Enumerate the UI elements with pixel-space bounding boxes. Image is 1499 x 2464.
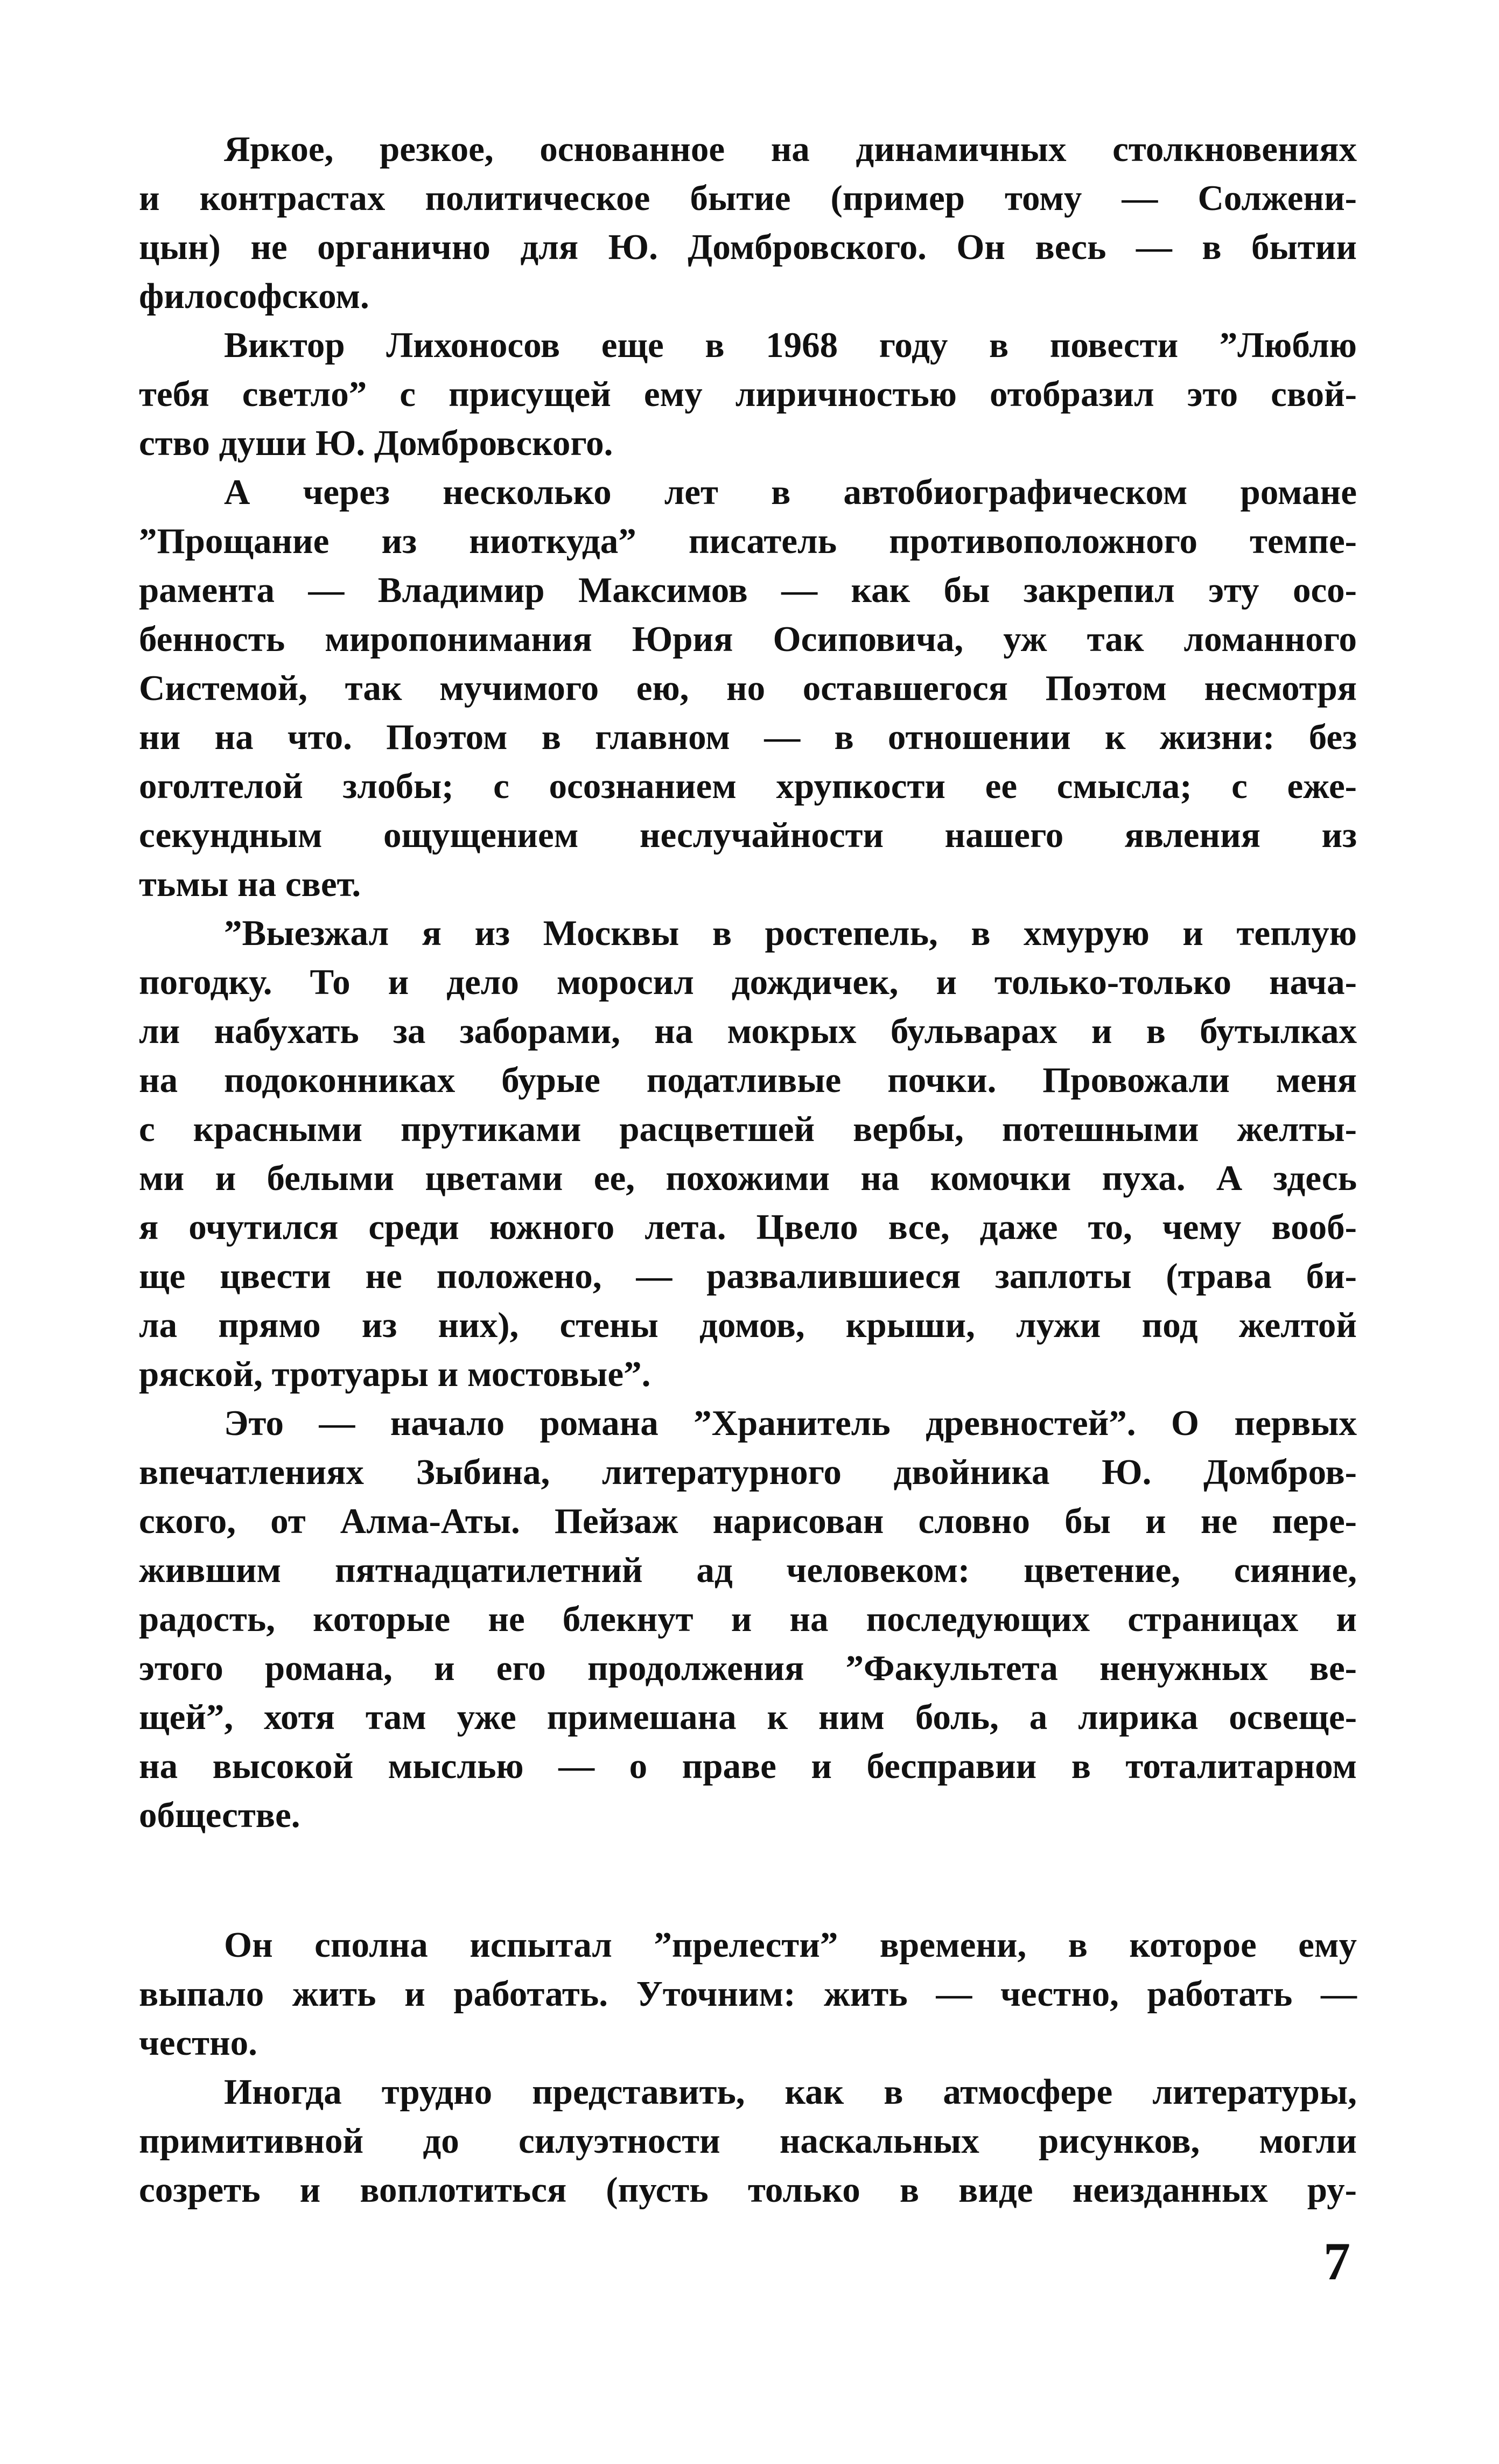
paragraph [139, 321, 1357, 468]
text-line: А через несколько лет в автобиографическом романе [224, 472, 1357, 512]
text-line: Яркое, резкое, основанное на динамичных столкновениях [224, 129, 1357, 169]
paragraph [139, 468, 1357, 909]
text-line: честно. [139, 2023, 257, 2063]
text-line: Виктор Лихоносов еще в 1968 году в повести ”Люблю [224, 325, 1357, 365]
page-number: 7 [1323, 2231, 1350, 2291]
section-break [139, 1840, 1357, 1921]
text-line: ми и белыми цветами ее, похожими на комочки пуха. А здесь [139, 1158, 1357, 1198]
text-line: созреть и воплотиться (пусть только в виде неизданных ру- [139, 2170, 1357, 2210]
text-line: ство души Ю. Домбровского. [139, 423, 613, 463]
text-line: Иногда трудно представить, как в атмосфере литературы, [224, 2072, 1357, 2112]
text-line: ского, от Алма-Аты. Пейзаж нарисован словно бы и не пере- [139, 1501, 1357, 1541]
text-line: на высокой мыслью — о праве и бесправии в тоталитарном [139, 1746, 1357, 1786]
text-line: этого романа, и его продолжения ”Факультета ненужных ве- [139, 1648, 1357, 1688]
paragraph [139, 1921, 1357, 2068]
text-line: бенность миропонимания Юрия Осиповича, уж так ломанного [139, 619, 1357, 659]
text-line: и контрастах политическое бытие (пример тому — Солжени- [139, 178, 1357, 218]
page-body-text [139, 125, 1357, 2215]
text-line: с красными прутиками расцветшей вербы, потешными желты- [139, 1109, 1357, 1149]
text-line: ”Выезжал я из Москвы в ростепель, в хмурую и теплую [224, 913, 1357, 953]
text-line: примитивной до силуэтности наскальных рисунков, могли [139, 2121, 1357, 2161]
text-line: цын) не органично для Ю. Домбровского. Он весь — в бытии [139, 227, 1357, 267]
text-line: обществе. [139, 1795, 300, 1835]
text-line: Это — начало романа ”Хранитель древностей”. О первых [224, 1403, 1357, 1443]
text-line: ла прямо из них), стены домов, крыши, лужи под желтой [139, 1305, 1357, 1345]
paragraph [139, 125, 1357, 321]
text-line: щей”, хотя там уже примешана к ним боль, а лирика освеще- [139, 1697, 1357, 1737]
text-line: я очутился среди южного лета. Цвело все, даже то, чему вооб- [139, 1207, 1357, 1247]
text-line: погодку. То и дело моросил дождичек, и только-только нача- [139, 962, 1357, 1002]
text-line: ни на что. Поэтом в главном — в отношении к жизни: без [139, 717, 1357, 757]
text-line: рамента — Владимир Максимов — как бы закрепил эту осо- [139, 570, 1357, 610]
text-line: ще цвести не положено, — развалившиеся заплоты (трава би- [139, 1256, 1357, 1296]
text-line: выпало жить и работать. Уточним: жить — честно, работать — [139, 1974, 1357, 2014]
text-line: тебя светло” с присущей ему лиричностью отобразил это свой- [139, 374, 1357, 414]
text-line: на подоконниках бурые податливые почки. Провожали меня [139, 1060, 1357, 1100]
text-line: тьмы на свет. [139, 864, 361, 904]
text-line: радость, которые не блекнут и на последующих страницах и [139, 1599, 1357, 1639]
text-line: ряской, тротуары и мостовые”. [139, 1354, 651, 1394]
text-line: секундным ощущением неслучайности нашего явления из [139, 815, 1357, 855]
text-line: Системой, так мучимого ею, но оставшегося Поэтом несмотря [139, 668, 1357, 708]
text-line: ”Прощание из ниоткуда” писатель противоположного темпе- [139, 521, 1357, 561]
text-line: ли набухать за заборами, на мокрых бульварах и в бутылках [139, 1011, 1357, 1051]
paragraph [139, 1399, 1357, 1840]
text-line: жившим пятнадцатилетний ад человеком: цветение, сияние, [139, 1550, 1357, 1590]
text-line: Он сполна испытал ”прелести” времени, в которое ему [224, 1925, 1357, 1965]
paragraph [139, 2068, 1357, 2215]
text-line: философском. [139, 276, 369, 316]
text-line: оголтелой злобы; с осознанием хрупкости ее смысла; с еже- [139, 766, 1357, 806]
paragraph [139, 909, 1357, 1399]
text-line: впечатлениях Зыбина, литературного двойника Ю. Домбров- [139, 1452, 1357, 1492]
